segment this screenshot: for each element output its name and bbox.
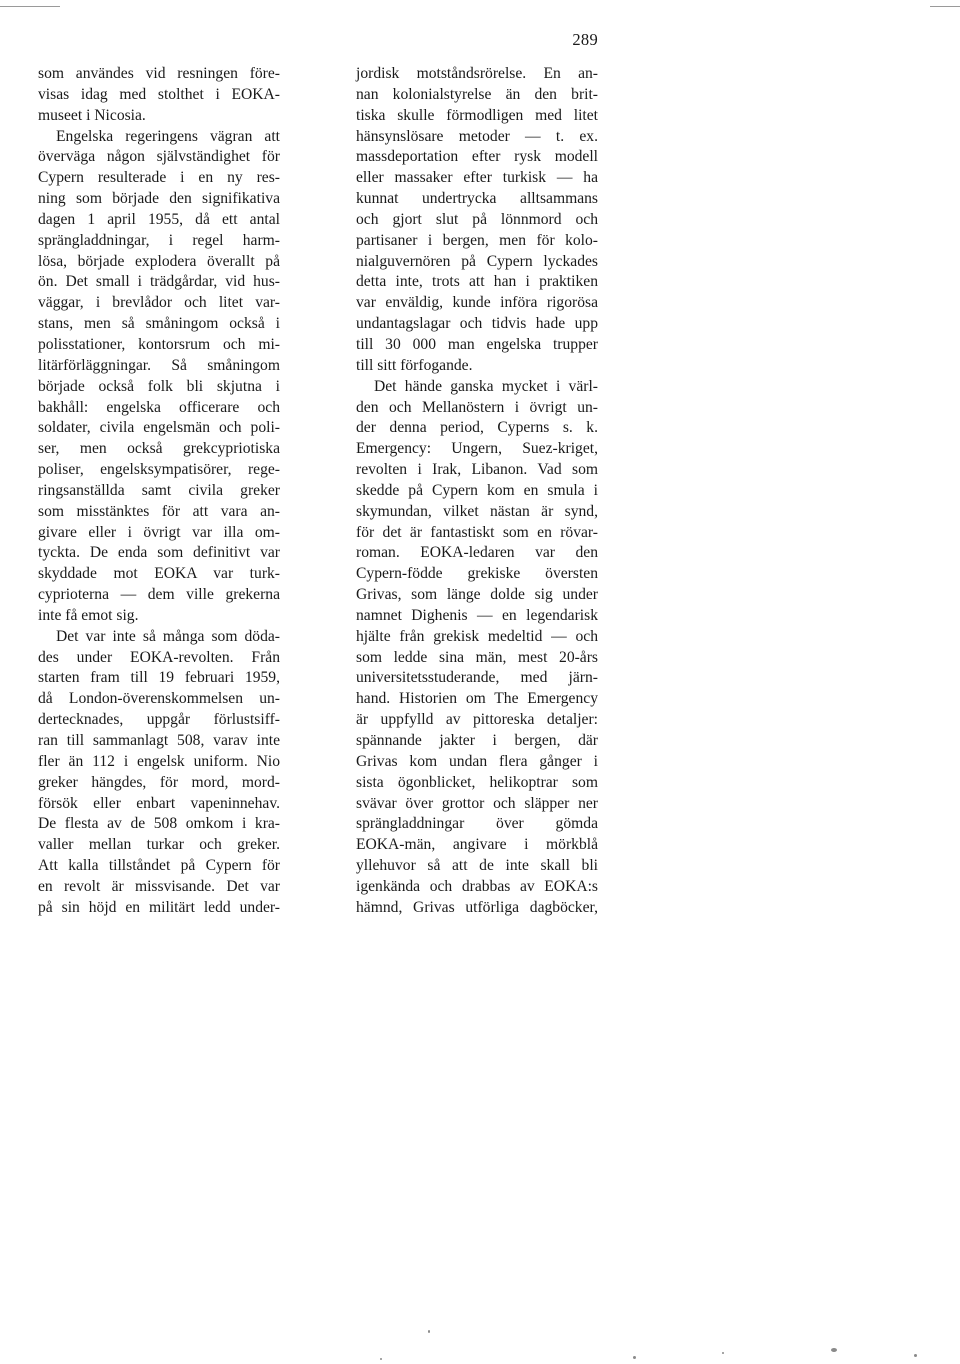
text-line: inte få emot sig. bbox=[38, 606, 139, 624]
text-line: ön. Det small i trädgårdar, vid hus- bbox=[38, 273, 280, 291]
text-line: Det var inte så många som döda- bbox=[56, 627, 280, 645]
text-line: till sitt förfogande. bbox=[356, 356, 473, 374]
text-line: der denna period, Cyperns s. k. bbox=[356, 419, 598, 437]
text-line: Grivas, som länge dolde sig under bbox=[356, 586, 598, 604]
text-line: dagen 1 april 1955, då ett antal bbox=[38, 210, 280, 228]
text-line: hand. Historien om The Emergency bbox=[356, 690, 598, 708]
text-line: är uppfylld av pittoreska detaljer: bbox=[356, 711, 598, 729]
scan-specks bbox=[0, 1030, 960, 1364]
text-line: Att kalla tillståndet på Cypern för bbox=[38, 857, 280, 875]
text-line: stans, men så småningom också i bbox=[38, 315, 280, 333]
text-line: Cypern resulterade i en ny res- bbox=[38, 169, 280, 187]
text-line: en revolt är missvisande. Det var bbox=[38, 877, 280, 895]
text-line: ringsanställda samt civila greker bbox=[38, 481, 280, 499]
speck bbox=[428, 1330, 430, 1333]
text-line: givare eller i övrigt var illa om- bbox=[38, 523, 280, 541]
text-line: på sin höjd en militärt ledd under- bbox=[38, 898, 280, 916]
text-line: De flesta av de 508 omkom i kra- bbox=[38, 815, 280, 833]
text-line: visas idag med stolthet i EOKA- bbox=[38, 85, 280, 103]
text-line: partisaner i bergen, men för kolo- bbox=[356, 231, 598, 249]
text-line: lösa, började explodera överallt på bbox=[38, 252, 280, 270]
text-line: cyprioterna — dem ville grekerna bbox=[38, 586, 280, 604]
text-line: tyckta. De enda som definitivt var bbox=[38, 544, 280, 562]
text-line: sprängladdningar, i regel harm- bbox=[38, 231, 280, 249]
top-right-rule bbox=[930, 6, 960, 7]
text-line: starten fram till 19 februari 1959, bbox=[38, 669, 280, 687]
text-line: polisstationer, kontorsrum och mi- bbox=[38, 335, 280, 353]
right-text-column bbox=[356, 64, 598, 919]
text-line: spännande jakter i bergen, där bbox=[356, 732, 598, 749]
text-line: valler mellan turkar och greker. bbox=[38, 836, 280, 854]
text-line: började också folk bli skjutna i bbox=[38, 377, 280, 395]
text-line: som ledde sina män, mest 20-års bbox=[356, 648, 598, 666]
text-line: nan kolonialstyrelse än den brit- bbox=[356, 85, 598, 103]
text-line: var enväldig, kunde införa rigorösa bbox=[356, 294, 598, 312]
text-line: universitetsstuderande, med järn- bbox=[356, 669, 598, 687]
text-line: hänsynslösare metoder — t. ex. bbox=[356, 127, 598, 145]
text-line: överväga någon självständighet för bbox=[38, 148, 280, 166]
text-line: poliser, engelsksympatisörer, rege- bbox=[38, 461, 280, 479]
text-line: massdeportation efter rysk modell bbox=[356, 148, 598, 166]
text-line: skedde på Cypern kom en smula i bbox=[356, 481, 598, 499]
text-line: eller massaker efter turkisk — ha bbox=[356, 169, 598, 187]
text-line: till 30 000 man engelska trupper bbox=[356, 335, 598, 353]
speck bbox=[831, 1348, 837, 1352]
text-line: och gjort slut på lönnmord och bbox=[356, 210, 598, 228]
text-line: revolten i Irak, Libanon. Vad som bbox=[356, 461, 598, 479]
text-line: des under EOKA-revolten. Från bbox=[38, 648, 280, 666]
text-line: nialguvernören på Cypern lyckades bbox=[356, 252, 598, 270]
speck bbox=[380, 1358, 382, 1360]
text-line: litärförläggningar. Så småningom bbox=[38, 356, 280, 374]
text-line: Emergency: Ungern, Suez-kriget, bbox=[356, 440, 598, 458]
text-line: som misstänktes för att vara an- bbox=[38, 502, 280, 520]
text-line: för det är fantastiskt som en rövar- bbox=[356, 523, 598, 541]
text-line: ran till sammanlagt 508, varav inte bbox=[38, 732, 280, 749]
speck bbox=[914, 1354, 917, 1357]
text-line: då London-överenskommelsen un- bbox=[38, 690, 280, 708]
text-line: tiska skulle förmodligen med litet bbox=[356, 106, 598, 124]
text-line: sprängladdningar över gömda bbox=[356, 815, 598, 833]
text-line: jordisk motståndsrörelse. En an- bbox=[356, 65, 598, 82]
text-line: Cypern-födde grekiske översten bbox=[356, 565, 598, 583]
text-line: skymundan, vilket nästan är synd, bbox=[356, 502, 598, 520]
text-line: skyddade mot EOKA var turk- bbox=[38, 565, 280, 583]
text-line: igenkända och drabbas av EOKA:s bbox=[356, 877, 598, 895]
text-line: soldater, civila engelsmän och poli- bbox=[38, 419, 280, 437]
text-line: undantagslagar och tidvis hade upp bbox=[356, 315, 598, 333]
text-line: greker hängdes, för mord, mord- bbox=[38, 773, 280, 791]
text-line: roman. EOKA-ledaren var den bbox=[356, 544, 598, 562]
text-line: svävar över grottor och släpper ner bbox=[356, 794, 598, 812]
text-line: Engelska regeringens vägran att bbox=[56, 127, 280, 145]
text-line: namnet Dighenis — en legendarisk bbox=[356, 606, 598, 624]
text-line: dertecknades, uppgår förlustsiff- bbox=[38, 711, 280, 729]
page-number: 289 bbox=[572, 30, 598, 49]
text-line: museet i Nicosia. bbox=[38, 106, 146, 124]
top-left-rule bbox=[0, 6, 60, 7]
text-line: fler än 112 i engelsk uniform. Nio bbox=[38, 752, 280, 770]
text-line: väggar, i brevlådor och litet var- bbox=[38, 294, 280, 312]
text-line: försök eller enbart vapeninnehav. bbox=[38, 794, 280, 812]
text-line: Det hände ganska mycket i värl- bbox=[374, 377, 598, 395]
text-line: hjälte från grekisk medeltid — och bbox=[356, 627, 598, 645]
text-line: bakhåll: engelska officerare och bbox=[38, 398, 280, 416]
text-line: hämnd, Grivas utförliga dagböcker, bbox=[356, 898, 598, 916]
text-line: kunnat undertrycka alltsammans bbox=[356, 190, 598, 208]
text-line: ser, men också grekcypriotiska bbox=[38, 440, 280, 458]
text-line: detta inte, trots att han i praktiken bbox=[356, 273, 598, 291]
speck bbox=[722, 1352, 724, 1354]
left-text-column bbox=[38, 64, 280, 919]
speck bbox=[633, 1356, 636, 1359]
text-line: den och Mellanöstern i övrigt un- bbox=[356, 398, 598, 416]
text-line: som användes vid resningen före- bbox=[38, 65, 280, 82]
text-line: Grivas kom undan flera gånger i bbox=[356, 752, 598, 770]
text-line: EOKA-män, angivare i mörkblå bbox=[356, 836, 598, 854]
text-line: sista ögonblicket, helikoptrar som bbox=[356, 773, 598, 791]
text-line: ning som började den signifikativa bbox=[38, 190, 280, 208]
text-line: yllehuvor så att de inte skall bli bbox=[356, 857, 598, 875]
